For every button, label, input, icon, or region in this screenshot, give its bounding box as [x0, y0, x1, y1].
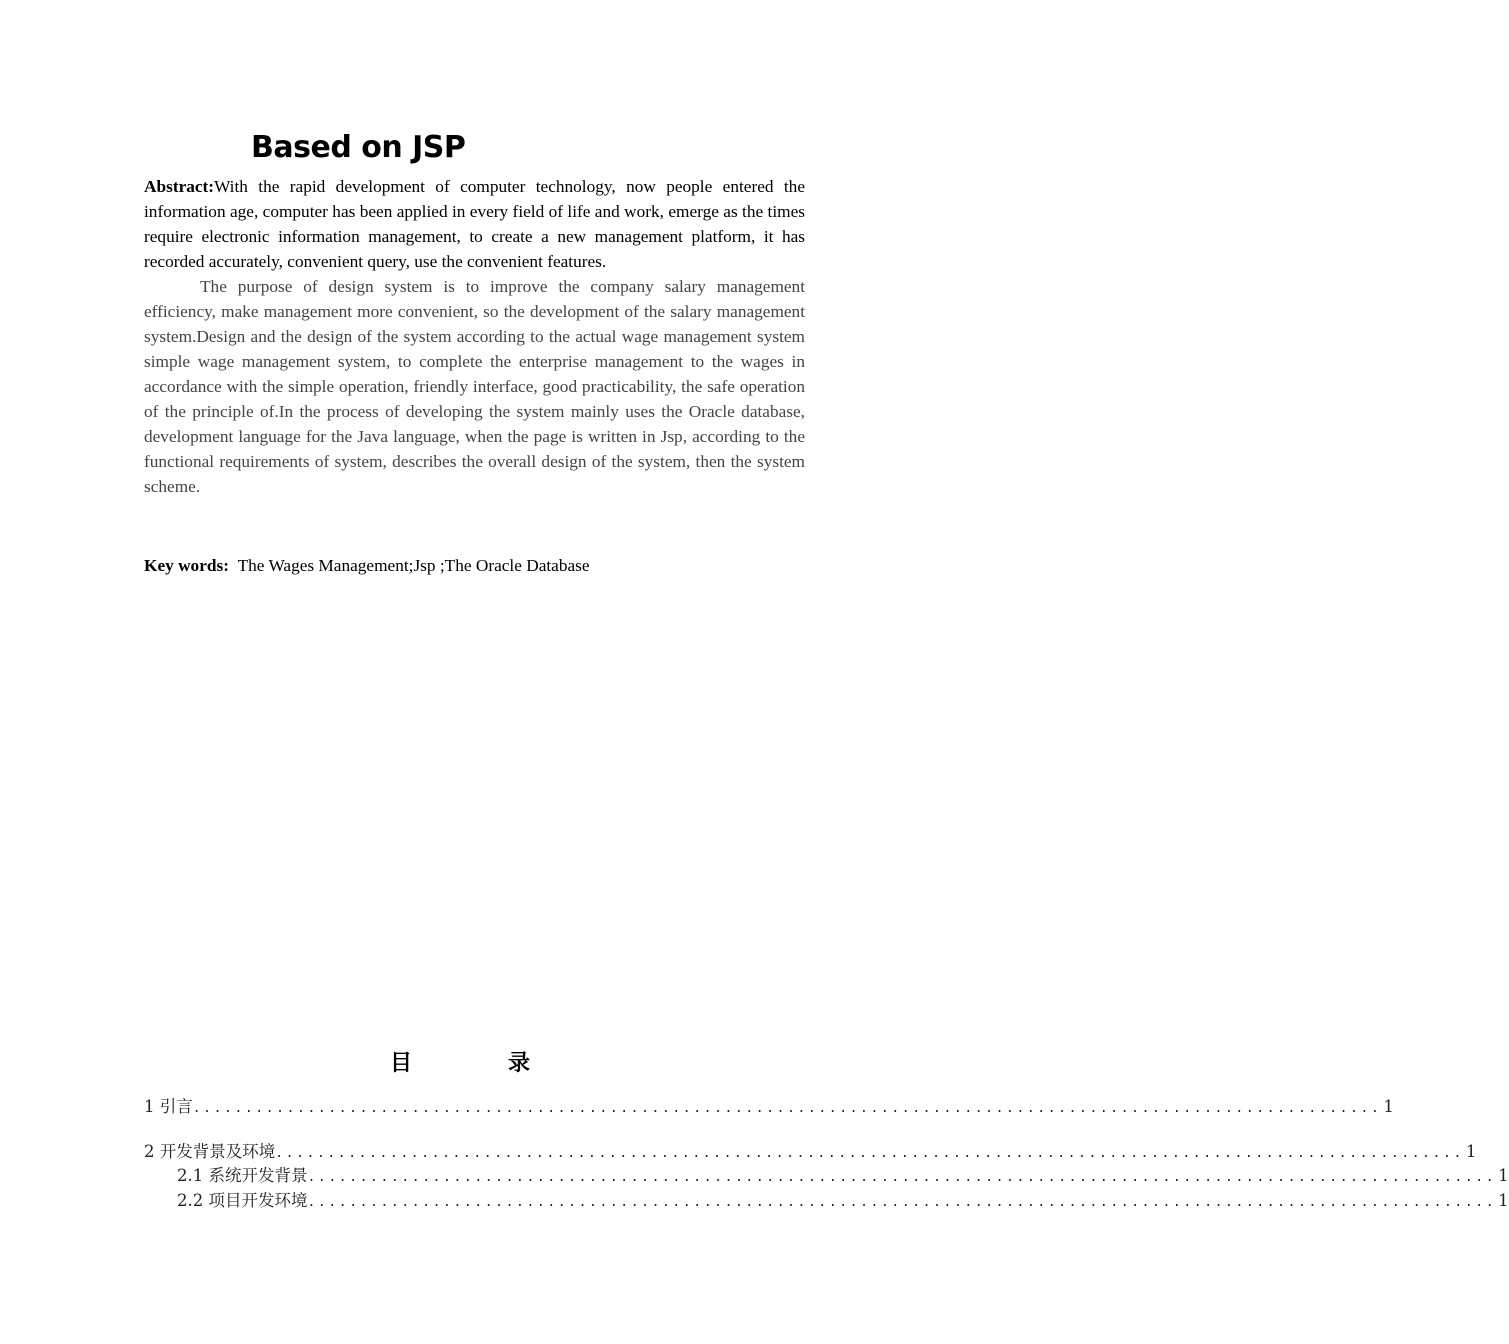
toc-entry[interactable] [144, 1095, 1394, 1121]
toc-entry-label: 2.2 项目开发环境 [177, 1191, 308, 1210]
document-title: Based on JSP [251, 130, 466, 165]
toc-entry[interactable] [177, 1164, 1509, 1190]
toc-entry-page: 1 [1383, 1097, 1394, 1116]
toc-heading [390, 1049, 530, 1079]
toc-leader-dots: .................................................................................................................. [307, 1195, 1497, 1210]
abstract-section [144, 174, 805, 499]
toc-entry-label: 1 引言 [144, 1097, 193, 1116]
toc-entry-label: 2 开发背景及环境 [144, 1142, 276, 1161]
toc-entry-label: 2.1 系统开发背景 [177, 1166, 308, 1185]
toc-leader-dots: .................................................................................................................. [307, 1170, 1497, 1185]
abstract-label: Abstract: [144, 177, 215, 196]
abstract-lead-text: With the rapid development of computer technology, now people entered the information age, computer has been applied in every field of life and work, emerge as the times require electronic information management, to create a new management platform, it has recorded accurately, convenient query, use the convenient features. [144, 177, 805, 271]
toc-heading-right: 录 [508, 1051, 531, 1076]
abstract-body-paragraph: The purpose of design system is to improve the company salary management efficiency, make management more convenient, so the development of the salary management system.Design and the design of the system according to the actual wage management system simple wage management system, to complete the enterprise management to the wages in accordance with the simple operation, friendly interface, good practicability, the safe operation of the principle of.In the process of developing the system mainly uses the Oracle database, development language for the Java language, when the page is written in Jsp, according to the functional requirements of system, describes the overall design of the system, then the system scheme. [144, 277, 805, 496]
toc-heading-left: 目 [390, 1051, 413, 1076]
toc-leader-dots: .................................................................................................................. [192, 1101, 1382, 1116]
toc-entry-page: 1 [1498, 1166, 1509, 1185]
toc-entry-page: 1 [1465, 1142, 1477, 1161]
toc-entry[interactable] [144, 1140, 1477, 1166]
toc-entry[interactable] [177, 1189, 1509, 1215]
keywords-line [144, 553, 805, 578]
keywords-label: Key words: [144, 556, 229, 575]
toc-leader-dots: .................................................................................................................. [275, 1146, 1464, 1161]
toc-entry-page: 1 [1498, 1191, 1509, 1210]
keywords-text: The Wages Management;Jsp ;The Oracle Database [237, 556, 590, 575]
abstract-lead-paragraph [144, 174, 805, 274]
